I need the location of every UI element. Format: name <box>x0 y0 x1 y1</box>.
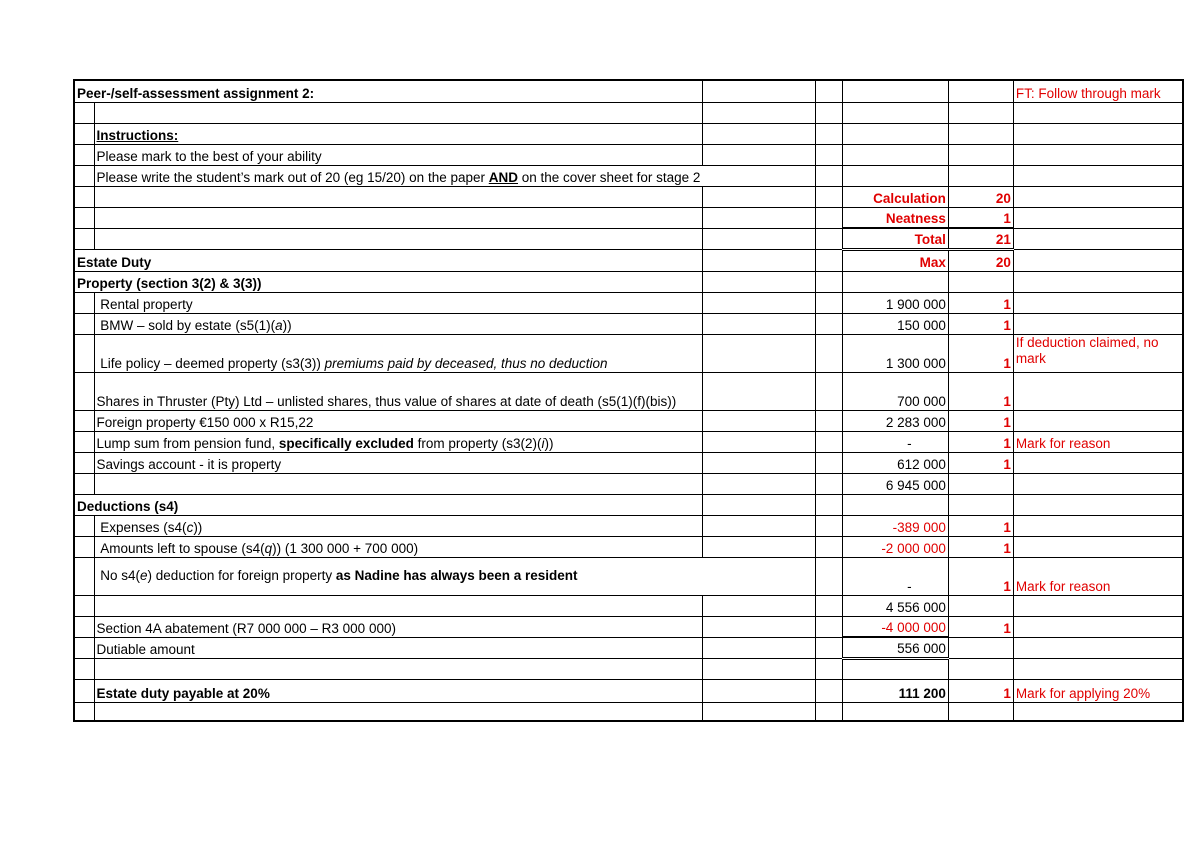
table-row <box>74 452 1183 473</box>
foreign-amount: 2 283 000 <box>842 410 948 431</box>
instruction-line-2: Please write the student’s mark out of 20 (eg 15/20) on the paper AND on the cover sheet for stage 2 <box>94 165 702 186</box>
table-row <box>74 679 1183 702</box>
expenses-label: Expenses (s4(c)) <box>94 515 702 536</box>
lump-sum-mark: 1 <box>948 431 1013 452</box>
table-row <box>74 595 1183 616</box>
payable-mark: 1 <box>948 679 1013 702</box>
savings-label: Savings account - it is property <box>94 452 702 473</box>
abatement-label: Section 4A abatement (R7 000 000 – R3 000 000) <box>94 616 702 637</box>
estate-duty-heading: Estate Duty <box>74 249 702 271</box>
calculation-label: Calculation <box>842 186 948 207</box>
rental-label: Rental property <box>94 292 702 313</box>
savings-amount: 612 000 <box>842 452 948 473</box>
instructions-heading: Instructions: <box>94 123 702 144</box>
table-row <box>74 292 1183 313</box>
instruction-row <box>74 144 1183 165</box>
title-row <box>74 80 1183 102</box>
life-policy-note: If deduction claimed, no mark <box>1013 334 1183 372</box>
property-heading-row <box>74 271 1183 292</box>
life-policy-mark: 1 <box>948 334 1013 372</box>
bmw-label: BMW – sold by estate (s5(1)(a)) <box>94 313 702 334</box>
shares-label: Shares in Thruster (Pty) Ltd – unlisted shares, thus value of shares at date of death (s5(1)(f)(bis)) <box>94 372 702 410</box>
expenses-mark: 1 <box>948 515 1013 536</box>
table-row <box>74 536 1183 557</box>
total-row <box>74 228 1183 249</box>
savings-mark: 1 <box>948 452 1013 473</box>
no-s4e-amount: - <box>842 557 948 595</box>
payable-label: Estate duty payable at 20% <box>94 679 702 702</box>
table-row <box>74 410 1183 431</box>
no-s4e-note: Mark for reason <box>1013 557 1183 595</box>
payable-amount: 111 200 <box>842 679 948 702</box>
total-value: 21 <box>948 228 1013 249</box>
table-row <box>74 637 1183 658</box>
lump-sum-label: Lump sum from pension fund, specifically excluded from property (s3(2)(i)) <box>94 431 702 452</box>
estate-duty-row <box>74 249 1183 271</box>
dutiable-amount: 556 000 <box>842 637 948 658</box>
table-row <box>74 557 1183 595</box>
payable-note: Mark for applying 20% <box>1013 679 1183 702</box>
foreign-mark: 1 <box>948 410 1013 431</box>
page-title: Peer-/self-assessment assignment 2: <box>74 80 702 102</box>
deductions-subtotal: 4 556 000 <box>842 595 948 616</box>
max-label: Max <box>842 249 948 271</box>
lump-sum-amount: - <box>842 431 948 452</box>
calculation-value: 20 <box>948 186 1013 207</box>
assessment-sheet <box>73 79 1184 722</box>
life-policy-amount: 1 300 000 <box>842 334 948 372</box>
shares-mark: 1 <box>948 372 1013 410</box>
neatness-value: 1 <box>948 207 1013 228</box>
dutiable-label: Dutiable amount <box>94 637 702 658</box>
instruction-line-1: Please mark to the best of your ability <box>94 144 702 165</box>
rental-mark: 1 <box>948 292 1013 313</box>
spouse-amount: -2 000 000 <box>842 536 948 557</box>
rental-amount: 1 900 000 <box>842 292 948 313</box>
calc-row <box>74 186 1183 207</box>
deductions-heading: Deductions (s4) <box>74 494 702 515</box>
shares-amount: 700 000 <box>842 372 948 410</box>
abatement-mark: 1 <box>948 616 1013 637</box>
life-policy-label: Life policy – deemed property (s3(3)) premiums paid by deceased, thus no deduction <box>94 334 702 372</box>
no-s4e-label: No s4(e) deduction for foreign property as Nadine has always been a resident <box>94 557 702 595</box>
table-row <box>74 473 1183 494</box>
neatness-row <box>74 207 1183 228</box>
property-subtotal: 6 945 000 <box>842 473 948 494</box>
table-row <box>74 372 1183 410</box>
expenses-amount: -389 000 <box>842 515 948 536</box>
table-row <box>74 431 1183 452</box>
spouse-mark: 1 <box>948 536 1013 557</box>
table-row <box>74 515 1183 536</box>
property-heading: Property (section 3(2) & 3(3)) <box>74 271 702 292</box>
spouse-label: Amounts left to spouse (s4(q)) (1 300 000 + 700 000) <box>94 536 702 557</box>
deductions-heading-row <box>74 494 1183 515</box>
table-row <box>74 334 1183 372</box>
foreign-label: Foreign property €150 000 x R15,22 <box>94 410 702 431</box>
bmw-mark: 1 <box>948 313 1013 334</box>
bmw-amount: 150 000 <box>842 313 948 334</box>
table-row <box>74 313 1183 334</box>
instructions-heading-row <box>74 123 1183 144</box>
max-value: 20 <box>948 249 1013 271</box>
ft-note: FT: Follow through mark <box>1013 80 1183 102</box>
instruction-row <box>74 165 1183 186</box>
lump-sum-note: Mark for reason <box>1013 431 1183 452</box>
no-s4e-mark: 1 <box>948 557 1013 595</box>
total-label: Total <box>842 228 948 249</box>
abatement-amount: -4 000 000 <box>842 616 948 637</box>
neatness-label: Neatness <box>842 207 948 228</box>
table-row <box>74 616 1183 637</box>
